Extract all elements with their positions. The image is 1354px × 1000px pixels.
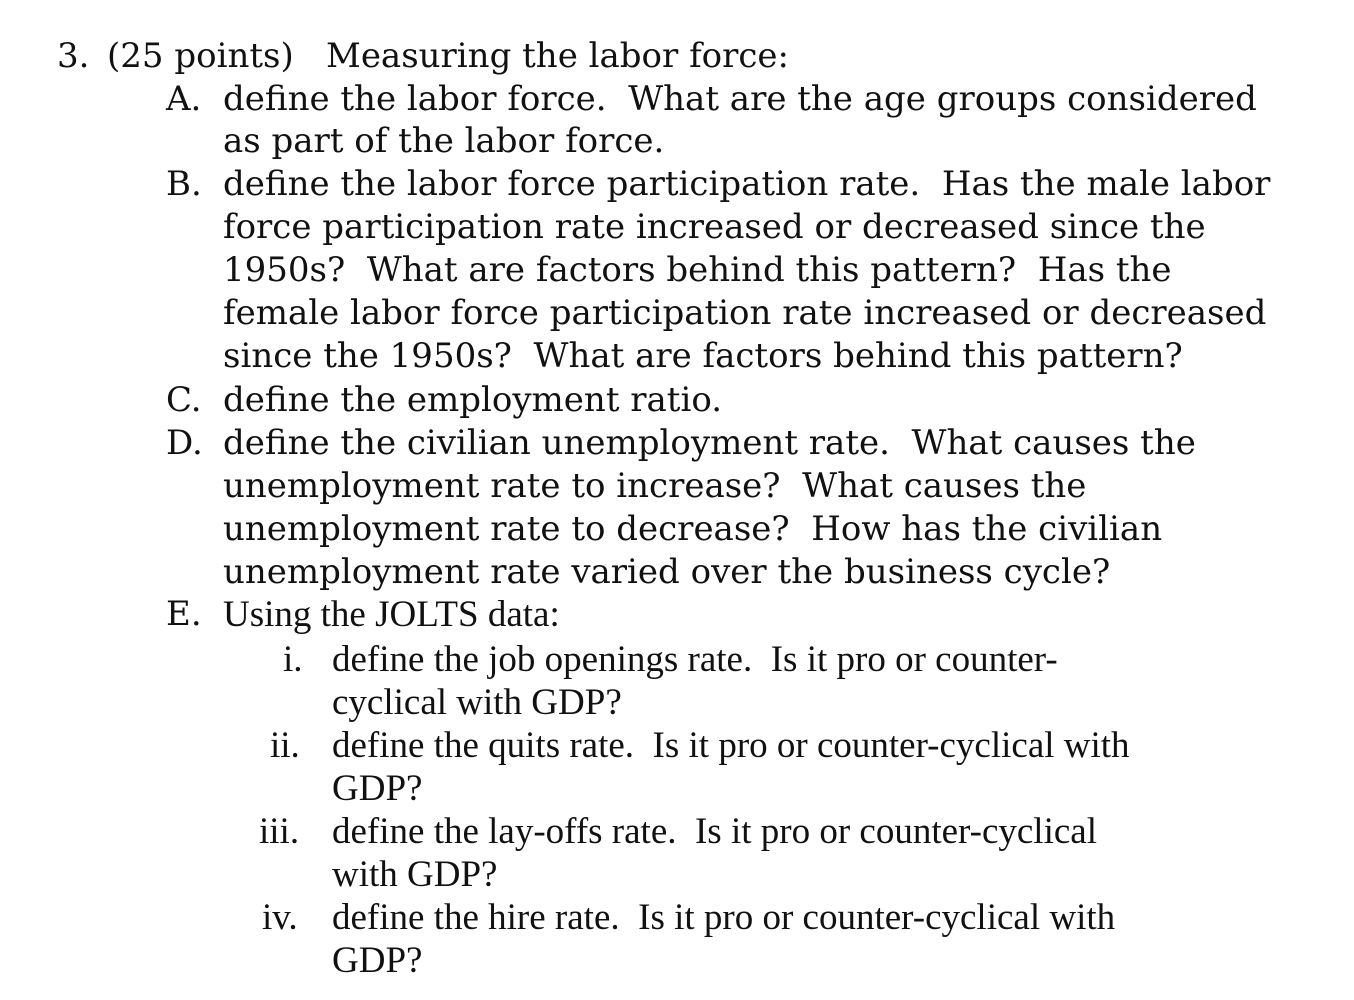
- subitem-i-line: cyclical with GDP?: [332, 682, 622, 723]
- item-a-marker: A.: [166, 79, 202, 119]
- item-d-marker: D.: [166, 423, 203, 463]
- subitem-iv-line: define the hire rate. Is it pro or counter-cyclical with: [332, 897, 1116, 938]
- subitem-i-marker: i.: [283, 639, 303, 680]
- subitem-iii-marker: iii.: [259, 811, 300, 852]
- subitem-iii-line: define the lay-offs rate. Is it pro or counter-cyclical: [332, 811, 1097, 852]
- subitem-iv-line: GDP?: [332, 940, 423, 981]
- item-d-line: unemployment rate to increase? What causes the: [223, 466, 1087, 506]
- subitem-ii-marker: ii.: [270, 725, 300, 766]
- subitem-iii-line: with GDP?: [332, 854, 498, 895]
- item-b-marker: B.: [166, 164, 202, 204]
- subitem-iv-marker: iv.: [262, 897, 298, 938]
- item-b-line: female labor force participation rate increased or decreased: [223, 293, 1267, 333]
- item-b-line: force participation rate increased or decreased since the: [223, 207, 1206, 247]
- item-b-line: define the labor force participation rate. Has the male labor: [223, 164, 1271, 204]
- item-e-line: Using the JOLTS data:: [223, 594, 560, 635]
- item-d-line: define the civilian unemployment rate. What causes the: [223, 423, 1196, 463]
- subitem-i-line: define the job openings rate. Is it pro or counter-: [332, 639, 1058, 680]
- item-b-line: since the 1950s? What are factors behind this pattern?: [223, 336, 1183, 376]
- subitem-ii-line: GDP?: [332, 768, 423, 809]
- item-a-line: as part of the labor force.: [223, 121, 665, 161]
- item-d-line: unemployment rate to decrease? How has the civilian: [223, 509, 1163, 549]
- question-title: Measuring the labor force:: [326, 36, 790, 76]
- item-c-marker: C.: [166, 380, 202, 420]
- item-b-line: 1950s? What are factors behind this pattern? Has the: [223, 250, 1172, 290]
- item-a-line: define the labor force. What are the age groups considered: [223, 79, 1257, 119]
- subitem-ii-line: define the quits rate. Is it pro or counter-cyclical with: [332, 725, 1130, 766]
- item-d-line: unemployment rate varied over the business cycle?: [223, 552, 1111, 592]
- item-c-line: define the employment ratio.: [223, 380, 723, 420]
- question-points: (25 points): [107, 36, 294, 76]
- item-e-marker: E.: [166, 594, 202, 634]
- question-number: 3.: [57, 36, 90, 76]
